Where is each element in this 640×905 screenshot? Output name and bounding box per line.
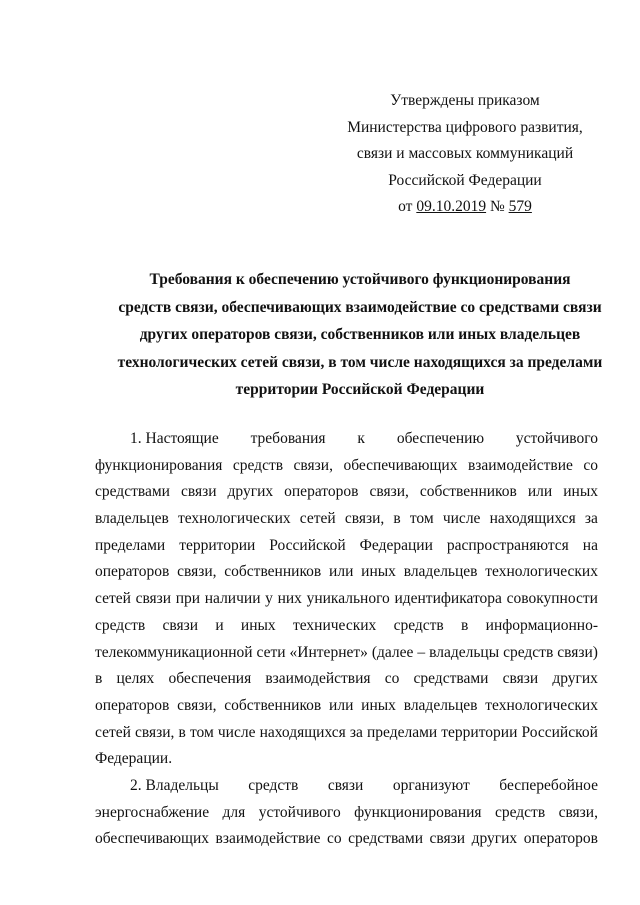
word: взаимодействие — [467, 456, 573, 474]
approval-line: связи и массовых коммуникаций — [356, 145, 574, 162]
paragraph-line — [95, 533, 598, 560]
word: владельцев — [95, 510, 169, 528]
word: – — [417, 643, 426, 661]
word: операторов — [95, 563, 170, 581]
word: обеспечению — [396, 430, 485, 447]
approval-line: Утверждены приказом — [390, 92, 540, 109]
word: со — [326, 830, 342, 848]
word: или — [527, 483, 553, 501]
word: них — [277, 590, 302, 608]
word: связи — [180, 483, 217, 501]
order-number: 579 — [508, 198, 532, 215]
order-date: 09.10.2019 — [416, 198, 487, 215]
word: Российской — [521, 723, 598, 741]
paragraph-line — [95, 800, 598, 827]
word: 2. Владельцы — [130, 776, 219, 794]
word: организуют — [392, 776, 470, 794]
word: функционирования — [95, 456, 223, 474]
word: связи, — [177, 696, 217, 714]
word: целях — [116, 670, 155, 688]
word: наличии — [204, 590, 261, 608]
word: средств — [248, 776, 299, 794]
word: территории — [179, 536, 256, 554]
word: собственников — [224, 563, 322, 581]
paragraph-line — [95, 640, 598, 667]
word: других — [471, 830, 518, 848]
word: к — [357, 430, 365, 447]
word: связи) — [557, 643, 598, 661]
word: связи, — [344, 510, 385, 528]
title-line: технологических сетей связи, в том числе находящихся за пределами — [117, 353, 603, 371]
word: Федерации. — [95, 750, 173, 768]
word: сетей — [95, 723, 131, 741]
document-body — [95, 426, 598, 853]
word: средств — [494, 803, 546, 821]
word: телекоммуникационной — [95, 643, 253, 661]
paragraph-line — [95, 453, 598, 480]
paragraph — [95, 426, 598, 773]
word: обеспечения — [168, 670, 252, 688]
word: том — [409, 510, 434, 528]
word: собственников — [419, 483, 517, 501]
word: связи, — [135, 723, 175, 741]
word: сетей — [299, 510, 336, 528]
date-prefix: от — [398, 198, 417, 215]
word: устойчивого — [258, 803, 341, 821]
word: связи — [502, 670, 539, 688]
approval-block — [330, 88, 600, 221]
word: находящихся — [489, 510, 576, 528]
paragraph-line — [95, 426, 598, 453]
word: операторов — [523, 830, 598, 848]
paragraph-line — [95, 479, 598, 506]
approval-line: Российской Федерации — [388, 171, 542, 189]
word: (далее — [371, 643, 414, 661]
word: со — [384, 670, 400, 688]
word: находящихся — [259, 723, 346, 741]
word: идентификатора — [394, 590, 502, 608]
paragraph — [95, 773, 598, 853]
word: или — [329, 696, 354, 714]
word: владельцы — [429, 643, 500, 661]
word: других — [552, 670, 598, 688]
word: со — [583, 456, 598, 474]
word: других — [227, 483, 274, 501]
word: требования — [250, 430, 326, 447]
word: связи — [327, 776, 364, 794]
paragraph-line — [95, 586, 598, 613]
word: средств — [503, 643, 554, 661]
word: иных — [361, 563, 396, 581]
word: в — [178, 723, 186, 741]
word: распространяются — [446, 536, 569, 554]
word: совокупности — [506, 590, 598, 608]
word: обеспечивающих — [95, 830, 210, 848]
word: технологических — [177, 510, 291, 528]
word: собственников — [224, 696, 322, 714]
document-title — [95, 266, 625, 404]
word: бесперебойное — [499, 776, 598, 794]
word: при — [175, 590, 201, 608]
word: средствами — [95, 483, 170, 501]
word: технических — [292, 616, 377, 634]
word: технологических — [485, 696, 598, 714]
word: и — [215, 616, 224, 634]
word: Российской — [269, 536, 346, 554]
paragraph-line — [95, 559, 598, 586]
word: связи, — [293, 456, 333, 474]
word: энергоснабжение — [95, 803, 210, 821]
word: иных — [361, 696, 396, 714]
number-prefix: № — [486, 198, 509, 215]
word: связи — [135, 590, 172, 608]
word: взаимодействие — [215, 830, 321, 848]
word: операторов — [284, 483, 359, 501]
title-line: территории Российской Федерации — [235, 381, 485, 398]
word: пределами — [95, 536, 166, 554]
word: в — [393, 510, 401, 528]
word: сети — [256, 643, 286, 661]
word: владельцев — [403, 563, 478, 581]
approval-date-line — [330, 194, 600, 221]
word: связи, — [177, 563, 217, 581]
word: «Интернет» — [289, 643, 368, 661]
title-line: средств связи, обеспечивающих взаимодействие со средствами связи — [118, 298, 602, 316]
word: средств — [393, 616, 444, 634]
word: числе — [442, 510, 481, 528]
paragraph-line — [95, 693, 598, 720]
word: у — [265, 590, 273, 608]
paragraph-line — [95, 666, 598, 693]
paragraph-line — [95, 720, 598, 747]
word: или — [329, 563, 354, 581]
title-line: Требования к обеспечению устойчивого функционирования — [149, 271, 571, 288]
paragraph-line — [95, 506, 598, 533]
word: связи — [429, 830, 466, 848]
word: средств — [232, 456, 284, 474]
word: функционирования — [354, 803, 482, 821]
word: том — [189, 723, 214, 741]
word: за — [584, 510, 598, 528]
word: 1. Настоящие — [130, 430, 219, 447]
paragraph-line — [95, 773, 598, 800]
word: на — [582, 536, 598, 554]
word: связи, — [558, 803, 598, 821]
word: технологических — [485, 563, 598, 581]
word: средствами — [348, 830, 424, 848]
word: владельцев — [403, 696, 478, 714]
word: за — [349, 723, 363, 741]
word: информационно- — [485, 616, 598, 634]
word: уникального — [306, 590, 390, 608]
paragraph-line — [95, 746, 598, 773]
word: операторов — [95, 696, 170, 714]
word: взаимодействия — [265, 670, 371, 688]
word: территории — [441, 723, 518, 741]
word: устойчивого — [515, 430, 598, 447]
word: обеспечивающих — [343, 456, 458, 474]
approval-line: Министерства цифрового развития, — [347, 118, 583, 136]
word: пределами — [366, 723, 438, 741]
word: сетей — [95, 590, 131, 608]
word: связи, — [369, 483, 409, 501]
word: средств — [95, 616, 146, 634]
word: иных — [240, 616, 276, 634]
word: для — [222, 803, 246, 821]
title-line: других операторов связи, собственников или иных владельцев — [139, 326, 581, 343]
paragraph-line — [95, 613, 598, 640]
word: Федерации — [359, 536, 433, 554]
word: иных — [563, 483, 598, 501]
word: числе — [217, 723, 256, 741]
word: средствами — [413, 670, 489, 688]
word: связи — [162, 616, 199, 634]
word: в — [95, 670, 103, 688]
paragraph-line — [95, 826, 598, 853]
word: в — [461, 616, 469, 634]
